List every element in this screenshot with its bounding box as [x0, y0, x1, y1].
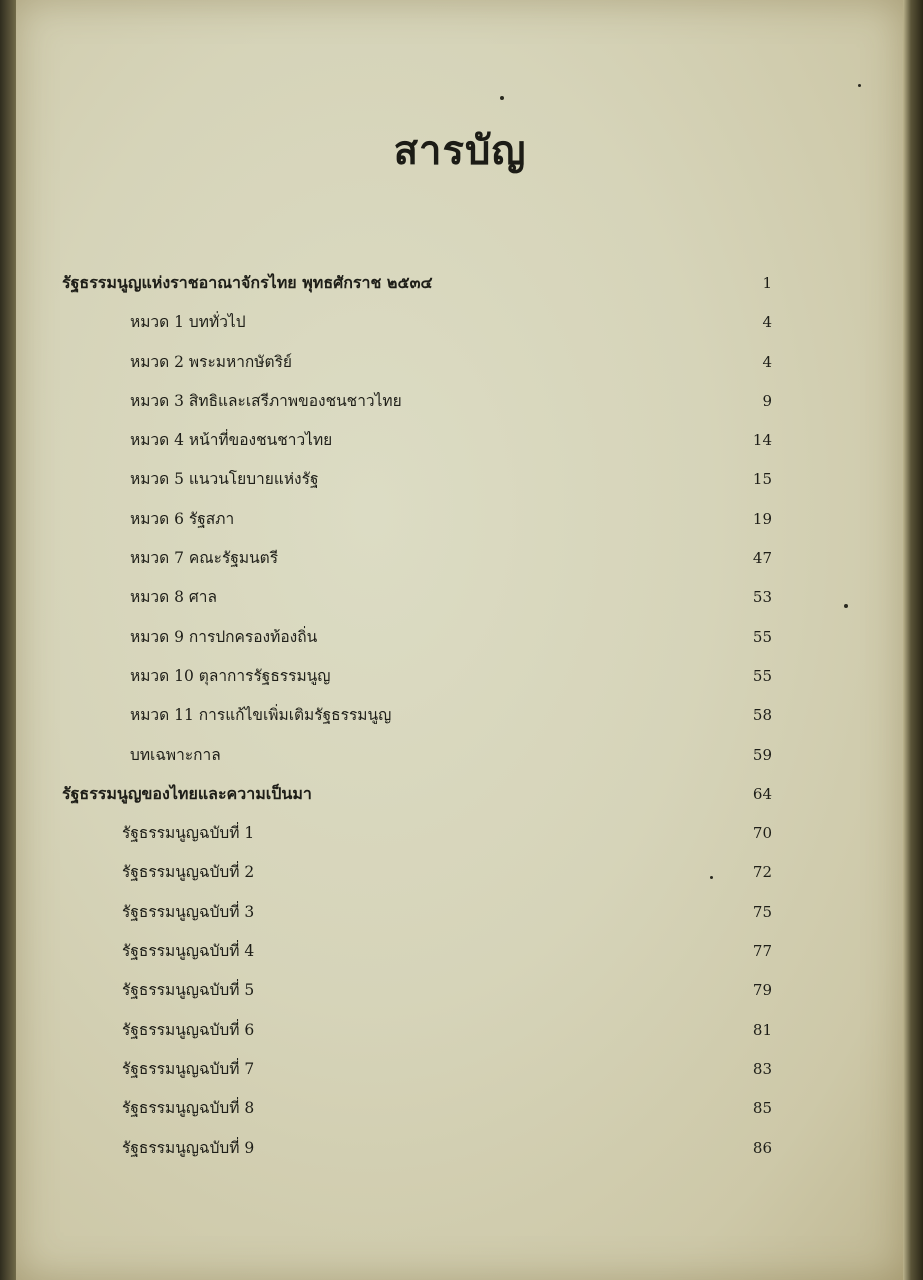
toc-entry-label: หมวด 9 การปกครองท้องถิ่น	[130, 627, 318, 646]
toc-entry-page-number: 72	[752, 863, 772, 882]
toc-entry-7	[16, 506, 904, 545]
toc-entry-18	[16, 938, 904, 977]
toc-entry-label: รัฐธรรมนูญฉบับที่ 7	[122, 1059, 255, 1078]
toc-entry-page-number: 75	[752, 902, 772, 921]
toc-entry-page-number: 14	[752, 431, 772, 450]
toc-entry-label: รัฐธรรมนูญแห่งราชอาณาจักรไทย พุทธศักราช ๒๕๓๔	[62, 273, 433, 292]
toc-entry-page-number: 81	[752, 1020, 772, 1039]
toc-entry-page-number: 15	[752, 470, 772, 489]
toc-entry-label: รัฐธรรมนูญฉบับที่ 9	[122, 1138, 255, 1157]
toc-entry-4	[16, 388, 904, 427]
paper-speck	[710, 876, 713, 879]
table-of-contents	[16, 270, 904, 1174]
toc-entry-page-number: 86	[752, 1138, 772, 1157]
toc-entry-label: หมวด 8 ศาล	[130, 588, 217, 607]
document-page	[16, 0, 904, 1280]
toc-entry-11	[16, 663, 904, 702]
toc-entry-page-number: 85	[752, 1099, 772, 1118]
toc-entry-21	[16, 1056, 904, 1095]
toc-entry-label: หมวด 5 แนวนโยบายแห่งรัฐ	[130, 470, 319, 489]
toc-entry-20	[16, 1017, 904, 1056]
toc-entry-label: รัฐธรรมนูญฉบับที่ 2	[122, 863, 255, 882]
toc-entry-label: หมวด 6 รัฐสภา	[130, 509, 235, 528]
toc-entry-2	[16, 309, 904, 348]
toc-entry-8	[16, 545, 904, 584]
toc-entry-label: รัฐธรรมนูญฉบับที่ 4	[122, 942, 255, 961]
toc-entry-page-number: 9	[762, 391, 772, 410]
toc-entry-17	[16, 899, 904, 938]
toc-entry-page-number: 64	[752, 784, 772, 803]
toc-entry-page-number: 58	[752, 706, 772, 725]
toc-entry-label: บทเฉพาะกาล	[130, 745, 221, 764]
toc-entry-page-number: 70	[752, 824, 772, 843]
toc-entry-6	[16, 466, 904, 505]
toc-entry-page-number: 1	[762, 274, 772, 292]
toc-entry-22	[16, 1095, 904, 1134]
paper-speck	[500, 96, 504, 100]
toc-entry-label: หมวด 11 การแก้ไขเพิ่มเติมรัฐธรรมนูญ	[130, 706, 392, 725]
toc-entry-label: รัฐธรรมนูญของไทยและความเป็นมา	[62, 783, 312, 803]
toc-entry-15	[16, 820, 904, 859]
toc-entry-23	[16, 1135, 904, 1174]
toc-entry-page-number: 4	[762, 352, 772, 371]
toc-entry-label: รัฐธรรมนูญฉบับที่ 6	[122, 1020, 255, 1039]
toc-entry-page-number: 47	[752, 549, 772, 568]
toc-entry-label: หมวด 3 สิทธิและเสรีภาพของชนชาวไทย	[130, 391, 402, 410]
page-edge-shadow	[903, 0, 923, 1280]
toc-entry-label: หมวด 4 หน้าที่ของชนชาวไทย	[130, 431, 333, 450]
paper-speck	[858, 84, 861, 87]
toc-entry-page-number: 79	[752, 981, 772, 1000]
toc-entry-1	[16, 270, 904, 309]
toc-entry-page-number: 19	[752, 509, 772, 528]
toc-entry-5	[16, 427, 904, 466]
toc-entry-label: หมวด 7 คณะรัฐมนตรี	[130, 549, 279, 568]
toc-entry-3	[16, 349, 904, 388]
toc-entry-page-number: 59	[752, 745, 772, 764]
toc-entry-10	[16, 624, 904, 663]
toc-entry-12	[16, 702, 904, 741]
toc-entry-label: รัฐธรรมนูญฉบับที่ 5	[122, 981, 255, 1000]
toc-entry-page-number: 55	[752, 666, 772, 685]
page-title: สารบัญ	[393, 127, 527, 174]
toc-entry-16	[16, 859, 904, 898]
toc-entry-label: หมวด 2 พระมหากษัตริย์	[130, 352, 293, 371]
toc-entry-page-number: 83	[752, 1059, 772, 1078]
toc-entry-9	[16, 584, 904, 623]
toc-entry-page-number: 4	[762, 313, 772, 332]
toc-entry-label: หมวด 1 บททั่วไป	[130, 313, 246, 332]
toc-entry-label: รัฐธรรมนูญฉบับที่ 3	[122, 902, 255, 921]
toc-entry-19	[16, 977, 904, 1016]
toc-entry-14	[16, 781, 904, 820]
toc-entry-13	[16, 742, 904, 781]
toc-entry-page-number: 77	[752, 942, 772, 961]
paper-speck	[844, 604, 848, 608]
toc-entry-page-number: 55	[752, 627, 772, 646]
toc-entry-label: หมวด 10 ตุลาการรัฐธรรมนูญ	[130, 666, 331, 685]
toc-entry-page-number: 53	[752, 588, 772, 607]
toc-entry-label: รัฐธรรมนูญฉบับที่ 1	[122, 824, 255, 843]
toc-entry-label: รัฐธรรมนูญฉบับที่ 8	[122, 1099, 255, 1118]
